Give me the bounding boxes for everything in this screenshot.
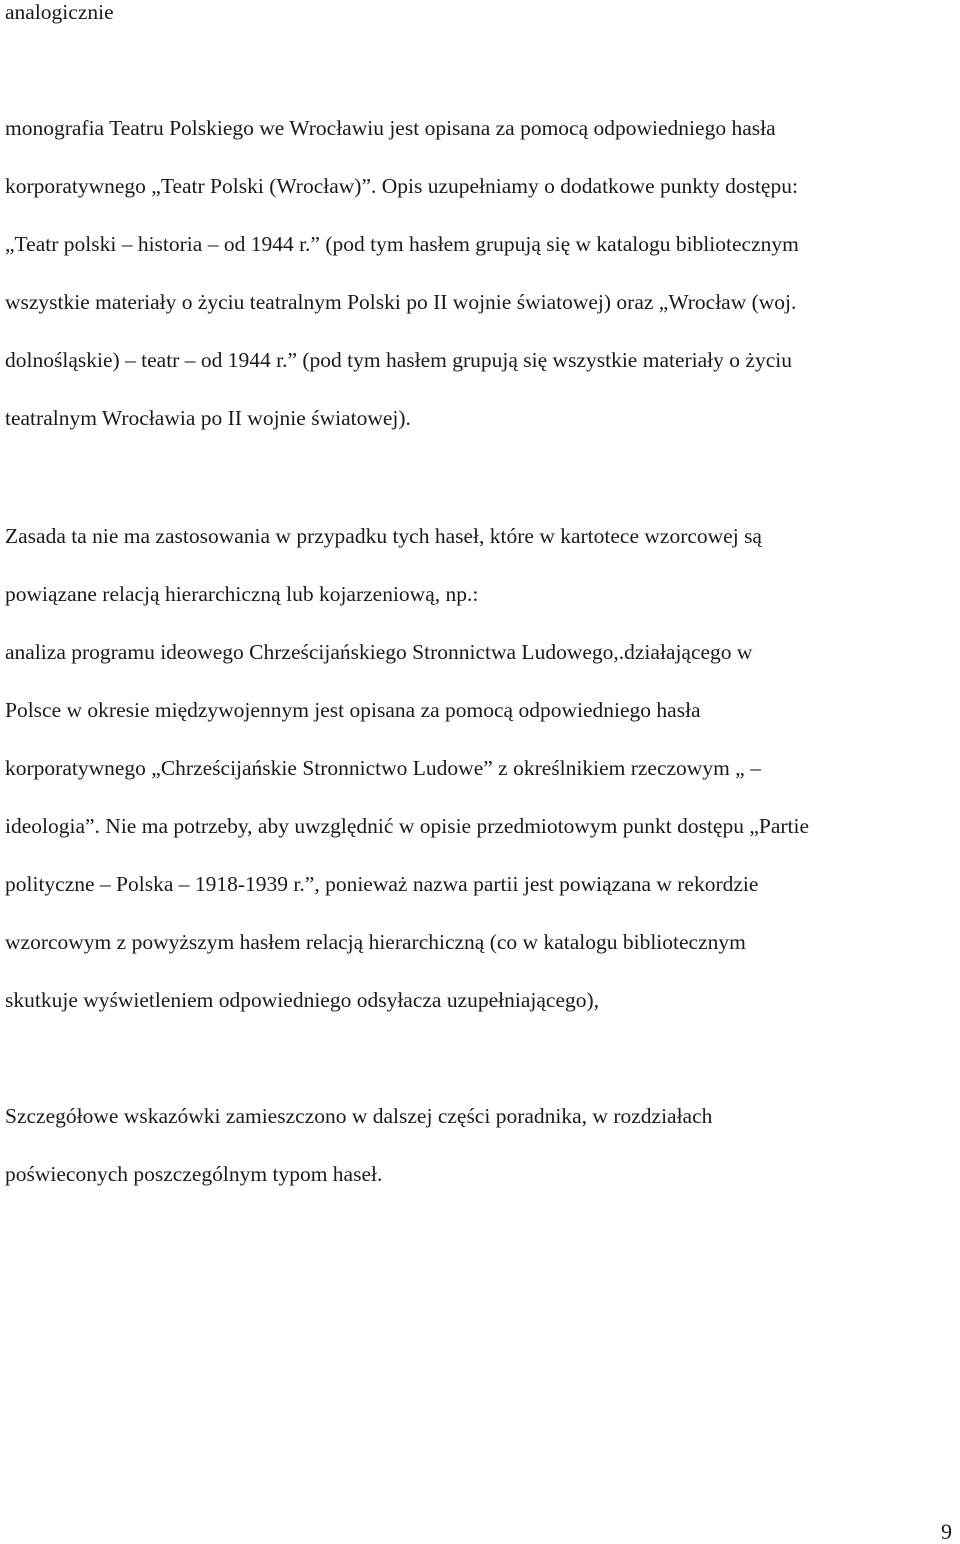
text-line: „Teatr polski – historia – od 1944 r.” (pod tym hasłem grupują się w katalogu bibliotecznym (5, 232, 799, 256)
text-line: Zasada ta nie ma zastosowania w przypadku tych haseł, które w kartotece wzorcowej są (5, 524, 762, 548)
text-line: korporatywnego „Teatr Polski (Wrocław)”. Opis uzupełniamy o dodatkowe punkty dostępu: (5, 174, 798, 198)
text-line: teatralnym Wrocławia po II wojnie światowej). (5, 406, 411, 430)
text-line: analiza programu ideowego Chrześcijańskiego Stronnictwa Ludowego,.działającego w (5, 640, 753, 664)
text-line: ideologia”. Nie ma potrzeby, aby uwzględnić w opisie przedmiotowym punkt dostępu „Partie (5, 814, 810, 838)
text-line: Szczegółowe wskazówki zamieszczono w dalszej części poradnika, w rozdziałach (5, 1104, 713, 1128)
text-line: polityczne – Polska – 1918-1939 r.”, ponieważ nazwa partii jest powiązana w rekordzie (5, 872, 759, 896)
text-line: korporatywnego „Chrześcijańskie Stronnictwo Ludowe” z określnikiem rzeczowym „ – (5, 756, 761, 780)
text-line: powiązane relacją hierarchiczną lub kojarzeniową, np.: (5, 582, 479, 606)
text-line: wzorcowym z powyższym hasłem relacją hierarchiczną (co w katalogu bibliotecznym (5, 930, 746, 954)
text-line: Polsce w okresie międzywojennym jest opisana za pomocą odpowiedniego hasła (5, 698, 701, 722)
top-fragment-line: analogicznie (5, 0, 114, 24)
text-line: dolnośląskie) – teatr – od 1944 r.” (pod tym hasłem grupują się wszystkie materiały o życiu (5, 348, 792, 372)
text-line: wszystkie materiały o życiu teatralnym Polski po II wojnie światowej) oraz „Wrocław (woj. (5, 290, 797, 314)
page-number: 9 (941, 1519, 952, 1544)
text-line: skutkuje wyświetleniem odpowiedniego odsyłacza uzupełniającego), (5, 988, 600, 1012)
text-line: poświeconych poszczególnym typom haseł. (5, 1162, 383, 1186)
text-line: monografia Teatru Polskiego we Wrocławiu jest opisana za pomocą odpowiedniego hasła (5, 116, 776, 140)
